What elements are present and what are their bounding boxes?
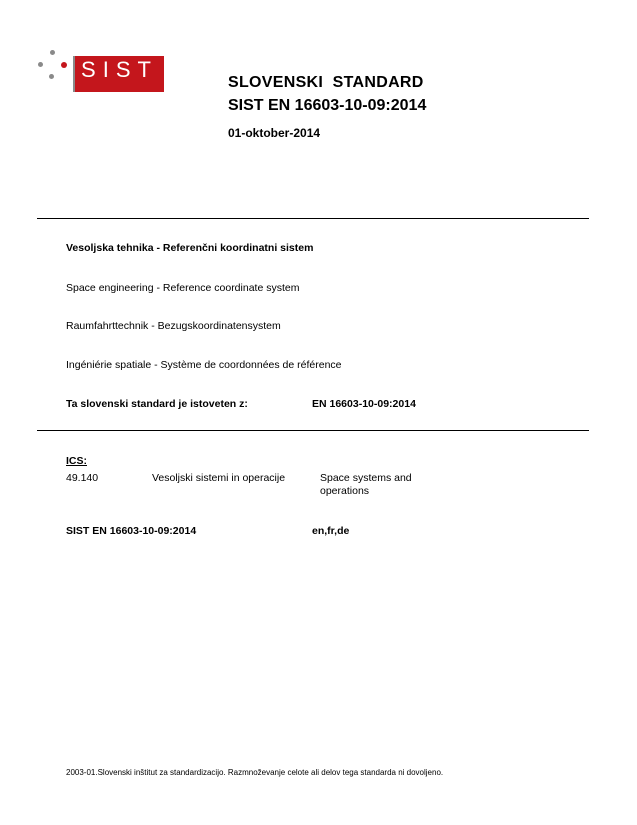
ics-description-sl: Vesoljski sistemi in operacije (152, 472, 286, 484)
standard-heading: SLOVENSKI STANDARD (228, 74, 424, 91)
identical-value: EN 16603-10-09:2014 (312, 398, 416, 410)
title-german: Raumfahrttechnik - Bezugskoordinatensystem (66, 320, 281, 332)
logo-dot (61, 62, 67, 68)
ics-description-en-1: Space systems and (320, 472, 412, 484)
ics-code: 49.140 (66, 472, 99, 484)
ics-description-en-2: operations (320, 485, 370, 497)
identical-label: Ta slovenski standard je istoveten z: (66, 398, 248, 410)
logo-dot (38, 62, 43, 67)
publication-date: 01-oktober-2014 (228, 126, 321, 140)
logo-dot (50, 50, 55, 55)
sist-logo (38, 48, 168, 92)
footer-note: 2003-01.Slovenski inštitut za standardizacijo. Razmnoževanje celote ali delov tega standarda ni dovoljeno. (66, 768, 444, 777)
divider-bottom (37, 430, 589, 431)
title-english: Space engineering - Reference coordinate system (66, 282, 300, 294)
title-slovenian: Vesoljska tehnika - Referenčni koordinatni sistem (66, 242, 314, 254)
logo-dot (49, 74, 54, 79)
ics-heading: ICS: (66, 455, 87, 467)
divider-top (37, 218, 589, 219)
summary-languages: en,fr,de (312, 525, 350, 537)
summary-standard: SIST EN 16603-10-09:2014 (66, 525, 197, 537)
standard-number: SIST EN 16603-10-09:2014 (228, 97, 427, 114)
title-french: Ingéniérie spatiale - Système de coordonnées de référence (66, 359, 342, 371)
logo-text: SIST (81, 57, 158, 82)
